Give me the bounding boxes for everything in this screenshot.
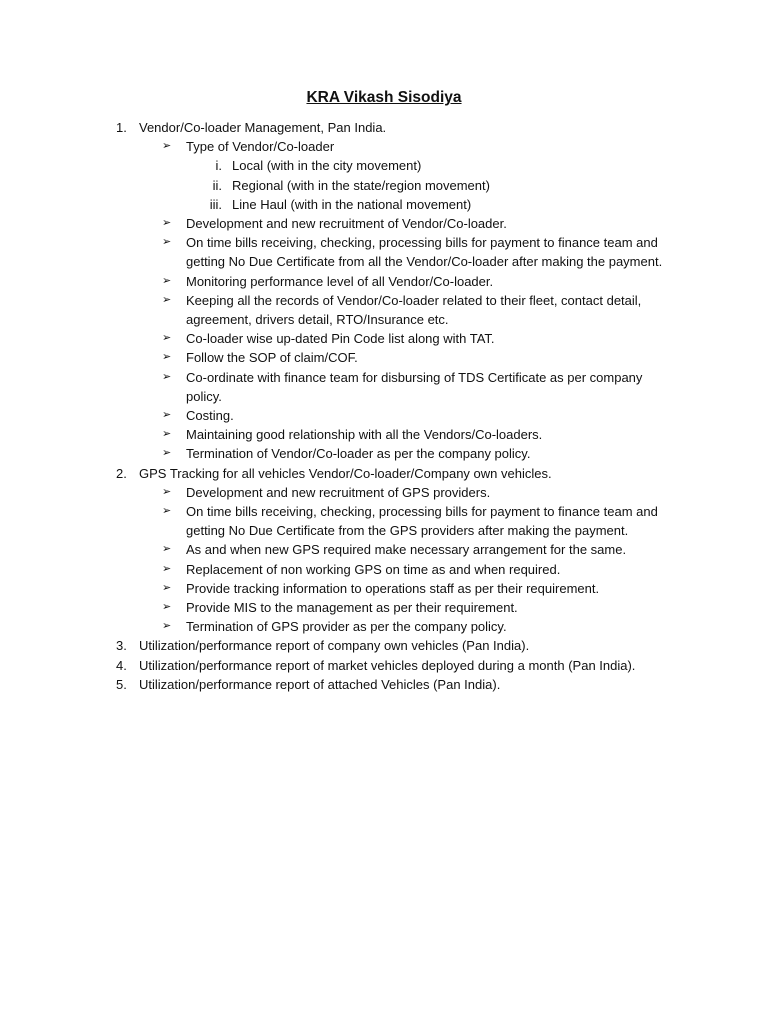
list-item-text: Replacement of non working GPS on time as and when required.: [186, 561, 561, 577]
list-item-text: Maintaining good relationship with all the Vendors/Co-loaders.: [186, 427, 543, 443]
arrow-bullet-icon: ➢: [162, 601, 172, 614]
list-item-text: Costing.: [186, 408, 234, 424]
list-marker: 2.: [116, 465, 127, 481]
bullet-item: [0, 502, 768, 540]
list-item: [0, 675, 768, 694]
list-item-text: Utilization/performance report of company own vehicles (Pan India).: [139, 638, 530, 654]
list-marker: 3.: [116, 638, 127, 654]
list-marker: iii.: [209, 196, 222, 212]
list-item-text: Development and new recruitment of GPS providers.: [186, 484, 491, 500]
list-marker: ii.: [212, 177, 222, 193]
list-item: [0, 636, 768, 655]
bullet-item: [0, 540, 768, 559]
arrow-bullet-icon: ➢: [162, 217, 172, 230]
list-item-text: On time bills receiving, checking, processing bills for payment to finance team and getting No Due Certificate from the GPS providers after making the payment.: [186, 504, 658, 539]
bullet-item: [0, 137, 768, 156]
list-item-text: Vendor/Co-loader Management, Pan India.: [139, 120, 387, 135]
list-item-text: Termination of GPS provider as per the company policy.: [186, 619, 507, 635]
sub-list-item: [0, 176, 768, 195]
list-item: [0, 464, 768, 483]
list-item-text: Follow the SOP of claim/COF.: [186, 350, 358, 366]
arrow-bullet-icon: ➢: [162, 274, 172, 287]
list-item: [0, 118, 768, 137]
list-marker: 4.: [116, 657, 127, 673]
bullet-item: [0, 272, 768, 291]
bullet-item: [0, 617, 768, 636]
list-item-text: Provide MIS to the management as per their requirement.: [186, 600, 518, 616]
arrow-bullet-icon: ➢: [162, 428, 172, 441]
bullet-item: [0, 560, 768, 579]
bullet-item: [0, 329, 768, 348]
list-marker: 5.: [116, 676, 127, 692]
list-item-text: Type of Vendor/Co-loader: [186, 139, 335, 155]
arrow-bullet-icon: ➢: [162, 485, 172, 498]
arrow-bullet-icon: ➢: [162, 140, 172, 153]
document-title: KRA Vikash Sisodiya: [306, 89, 462, 106]
bullet-item: [0, 233, 768, 271]
arrow-bullet-icon: ➢: [162, 236, 172, 249]
bullet-item: [0, 444, 768, 463]
arrow-bullet-icon: ➢: [162, 447, 172, 460]
bullet-item: [0, 406, 768, 425]
bullet-item: [0, 579, 768, 598]
list-item-text: Keeping all the records of Vendor/Co-loader related to their fleet, contact detail, agreement, drivers detail, RTO/Insurance etc.: [186, 292, 642, 328]
sub-list-item: [0, 195, 768, 214]
arrow-bullet-icon: ➢: [162, 351, 172, 364]
list-marker: i.: [215, 158, 222, 174]
list-item-text: Co-ordinate with finance team for disbursing of TDS Certificate as per company policy.: [186, 369, 643, 404]
list-item: [0, 656, 768, 675]
bullet-item: [0, 483, 768, 502]
list-item-text: As and when new GPS required make necessary arrangement for the same.: [186, 542, 627, 558]
bullet-item: [0, 598, 768, 617]
list-item-text: Utilization/performance report of market vehicles deployed during a month (Pan India).: [139, 657, 636, 673]
arrow-bullet-icon: ➢: [162, 370, 172, 383]
list-marker: 1.: [116, 120, 127, 135]
bullet-item: [0, 291, 768, 329]
list-item-text: GPS Tracking for all vehicles Vendor/Co-loader/Company own vehicles.: [139, 465, 552, 481]
list-item-text: Line Haul (with in the national movement): [232, 196, 472, 212]
sub-list-item: [0, 156, 768, 175]
list-item-text: Utilization/performance report of attached Vehicles (Pan India).: [139, 676, 501, 692]
list-item-text: Monitoring performance level of all Vendor/Co-loader.: [186, 273, 494, 289]
document-body: [0, 118, 768, 694]
arrow-bullet-icon: ➢: [162, 293, 172, 306]
arrow-bullet-icon: ➢: [162, 562, 172, 575]
arrow-bullet-icon: ➢: [162, 581, 172, 594]
list-item-text: Regional (with in the state/region movement): [232, 177, 490, 193]
list-item-text: Termination of Vendor/Co-loader as per the company policy.: [186, 446, 531, 462]
arrow-bullet-icon: ➢: [162, 505, 172, 518]
bullet-item: [0, 425, 768, 444]
arrow-bullet-icon: ➢: [162, 543, 172, 556]
arrow-bullet-icon: ➢: [162, 620, 172, 633]
list-item-text: Provide tracking information to operations staff as per their requirement.: [186, 580, 600, 596]
list-item-text: On time bills receiving, checking, processing bills for payment to finance team and getting No Due Certificate from all the Vendor/Co-loader after making the payment.: [186, 235, 663, 270]
bullet-item: [0, 214, 768, 233]
arrow-bullet-icon: ➢: [162, 332, 172, 345]
bullet-item: [0, 368, 768, 406]
bullet-item: [0, 348, 768, 367]
arrow-bullet-icon: ➢: [162, 409, 172, 422]
list-item-text: Co-loader wise up-dated Pin Code list along with TAT.: [186, 331, 495, 347]
list-item-text: Local (with in the city movement): [232, 158, 422, 174]
list-item-text: Development and new recruitment of Vendor/Co-loader.: [186, 216, 507, 232]
